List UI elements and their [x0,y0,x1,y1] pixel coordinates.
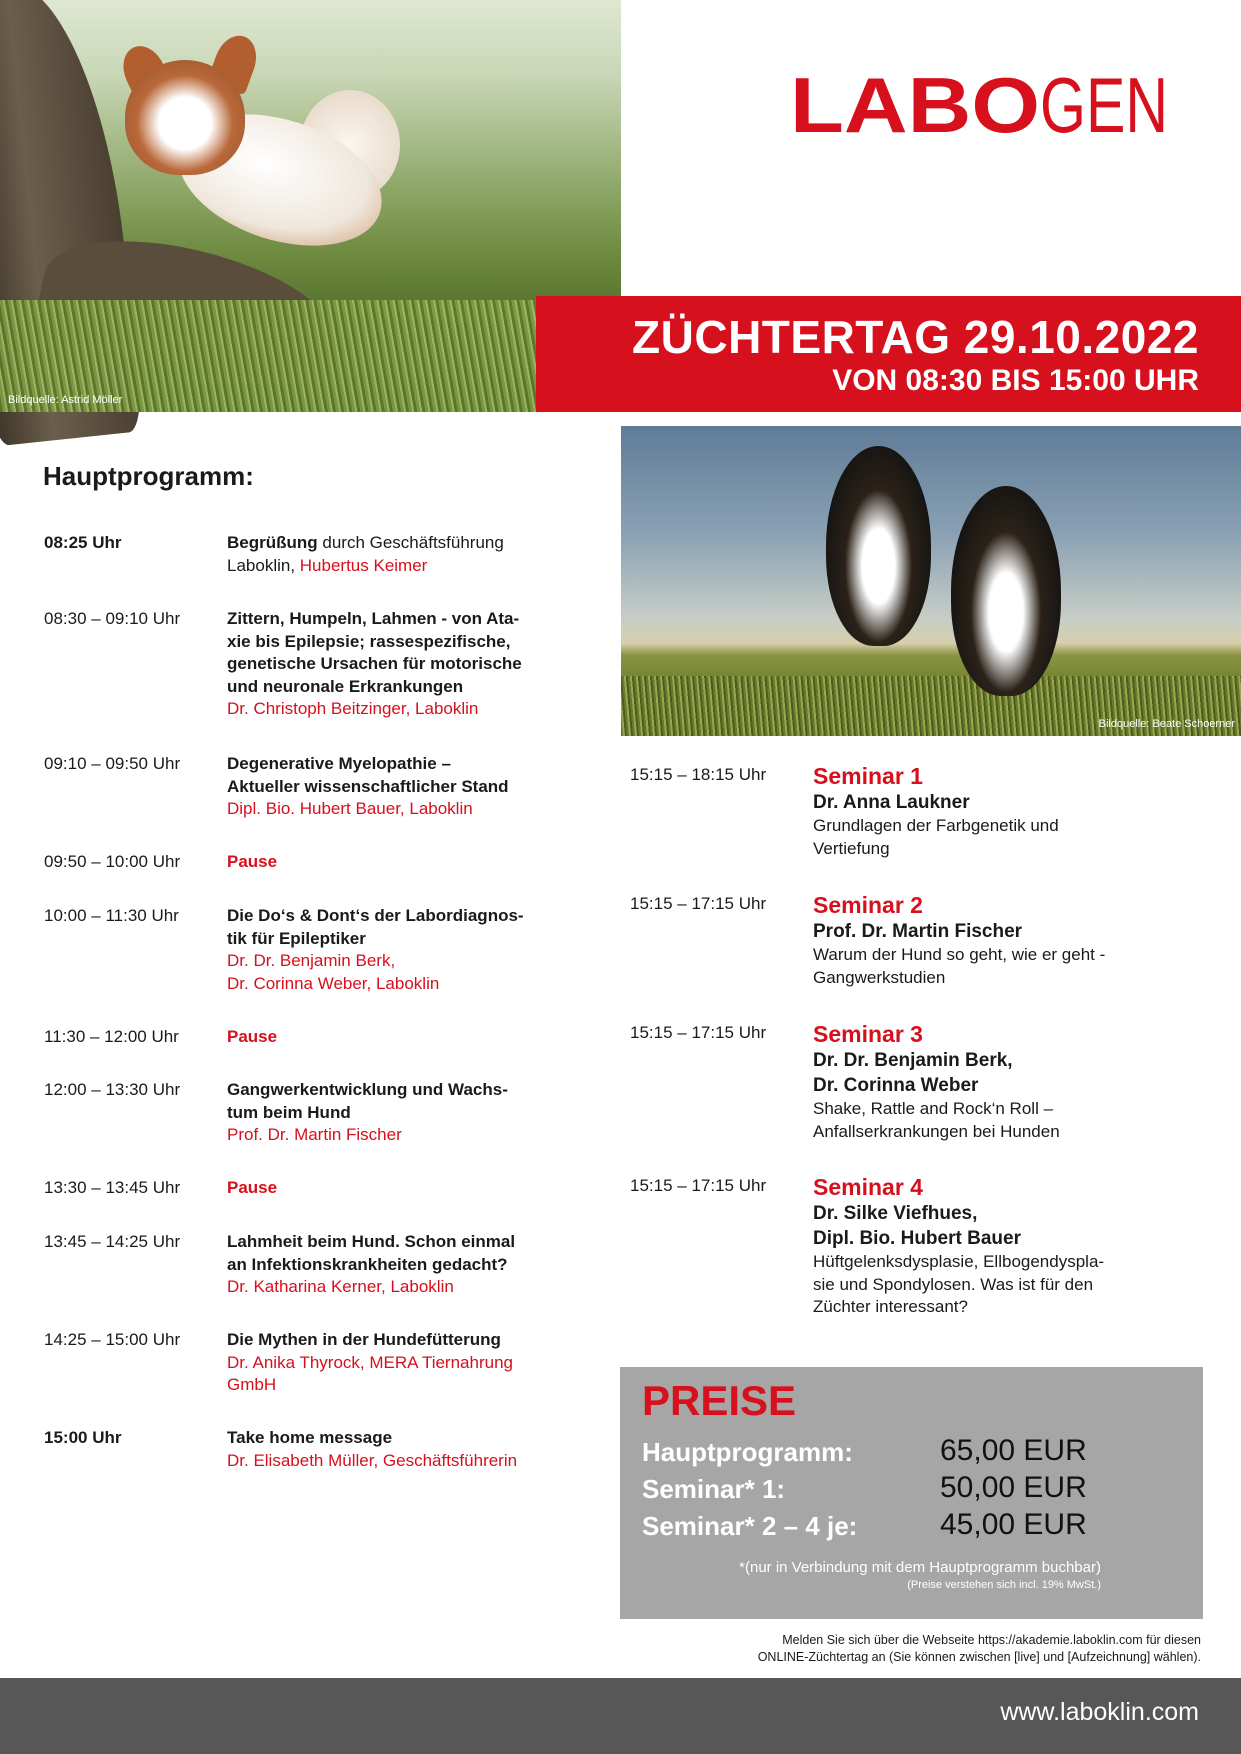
seminar-title: Seminar 3 [813,1021,923,1047]
prices-title: PREISE [642,1377,797,1424]
program-speaker: Hubertus Keimer [299,555,428,575]
seminar-title: Seminar 2 [813,892,923,918]
prices-note: *(nur in Verbindung mit dem Hauptprogramm buchbar) [739,1559,1101,1576]
seminar-desc: sie und Spondylosen. Was ist für den [813,1274,1094,1294]
program-speaker: Dr. Anika Thyrock, MERA Tiernahrung [227,1352,513,1372]
program-speaker: Prof. Dr. Martin Fischer [227,1125,402,1144]
photo-credit-mid: Bildquelle: Beate Schoerner [1098,718,1235,730]
pause-label: Pause [227,1178,278,1197]
program-time: 08:25 Uhr [44,533,122,552]
signup-line: ONLINE-Züchtertag an (Sie können zwischen [live] und [Aufzeichnung] wählen). [757,1650,1201,1664]
program-title-line: Zittern, Humpeln, Lahmen - von Ata- [227,609,520,628]
seminar-speaker: Dipl. Bio. Hubert Bauer [813,1228,1021,1249]
svg-text:GEN: GEN [1040,61,1168,149]
seminar-speaker: Dr. Silke Viefhues, [813,1203,978,1224]
seminar-desc: Shake, Rattle and Rock‘n Roll – [813,1099,1054,1118]
program-title-rest: durch Geschäftsführung [317,533,504,552]
program-time: 10:00 – 11:30 Uhr [44,906,179,925]
pause-label: Pause [227,1027,278,1046]
program-title-line: tik für Epileptiker [227,928,366,948]
program-title-line: tum beim Hund [227,1102,351,1122]
program-speaker: Dr. Dr. Benjamin Berk, [227,951,396,970]
price-label: Seminar* 2 – 4 je: [642,1511,858,1541]
seminar-speaker: Dr. Corinna Weber [813,1075,979,1096]
program-title-line: und neuronale Erkrankungen [227,676,464,696]
program-speaker: Dipl. Bio. Hubert Bauer, Laboklin [227,799,473,818]
seminar-desc: Gangwerkstudien [813,967,946,987]
seminar-desc: Hüftgelenksdysplasie, Ellbogendyspla- [813,1252,1105,1271]
seminar-time: 15:15 – 18:15 Uhr [630,765,767,784]
event-title: ZÜCHTERTAG 29.10.2022 [632,311,1199,363]
seminar-desc: Warum der Hund so geht, wie er geht - [813,945,1106,964]
seminar-time: 15:15 – 17:15 Uhr [630,1023,767,1042]
seminar-desc: Vertiefung [813,838,890,858]
price-value: 65,00 EUR [940,1434,1087,1467]
prices-vat-note: (Preise verstehen sich incl. 19% MwSt.) [907,1579,1101,1591]
program-title-line: Take home message [227,1428,393,1447]
labogen-logo [790,61,1170,149]
program-time: 14:25 – 15:00 Uhr [44,1330,181,1349]
photo-credit-top: Bildquelle: Astrid Möller [8,394,123,406]
program-title-line: xie bis Epilepsie; rassespezifische, [227,631,511,651]
program-time: 13:45 – 14:25 Uhr [44,1232,181,1251]
program-title-line: Die Do‘s & Dont‘s der Labordiagnos- [227,906,524,925]
price-label: Hauptprogramm: [642,1437,853,1467]
program-title-line: Lahmheit beim Hund. Schon einmal [227,1232,516,1251]
seminar-desc: Züchter interessant? [813,1297,968,1316]
program-time: 13:30 – 13:45 Uhr [44,1178,181,1197]
program-title-line: Degenerative Myelopathie – [227,754,451,773]
svg-text:LABO: LABO [790,61,1040,149]
program-speaker: Dr. Corinna Weber, Laboklin [227,973,440,993]
program-line: Laboklin, [227,555,300,575]
program-title-line: Gangwerkentwicklung und Wachs- [227,1080,508,1099]
seminar-desc: Anfallserkrankungen bei Hunden [813,1121,1060,1141]
program-time: 11:30 – 12:00 Uhr [44,1027,179,1046]
price-value: 50,00 EUR [940,1471,1087,1504]
program-speaker: Dr. Katharina Kerner, Laboklin [227,1277,454,1296]
seminar-desc: Grundlagen der Farbgenetik und [813,816,1059,835]
program-time: 09:50 – 10:00 Uhr [44,852,181,871]
program-speaker: Dr. Elisabeth Müller, Geschäftsführerin [227,1450,518,1470]
seminar-title: Seminar 4 [813,1174,923,1200]
program-title: Begrüßung [227,533,318,552]
program-time: 12:00 – 13:30 Uhr [44,1080,181,1099]
seminar-time: 15:15 – 17:15 Uhr [630,1176,767,1195]
signup-note [758,1632,1201,1666]
seminar-title: Seminar 1 [813,763,923,789]
event-banner [536,296,1241,412]
program-title-line: Die Mythen in der Hundefütterung [227,1330,501,1349]
footer-bar [0,1678,1241,1754]
program-time: 08:30 – 09:10 Uhr [44,609,181,628]
program-time: 09:10 – 09:50 Uhr [44,754,181,773]
program-title-line: genetische Ursachen für motorische [227,654,522,673]
collies-photo [621,426,1241,736]
price-value: 45,00 EUR [940,1508,1087,1541]
program-time: 15:00 Uhr [44,1428,122,1447]
prices-box [620,1367,1203,1619]
signup-line: Melden Sie sich über die Webseite https://akademie.laboklin.com für diesen [782,1633,1201,1647]
pause-label: Pause [227,852,278,871]
program-heading: Hauptprogramm: [43,461,254,491]
seminar-speaker: Dr. Anna Laukner [813,792,970,813]
program-title-line: an Infektionskrankheiten gedacht? [227,1254,508,1274]
program-title-line: Aktueller wissenschaftlicher Stand [227,776,509,796]
website-link[interactable]: www.laboklin.com [1000,1698,1199,1726]
seminar-speaker: Prof. Dr. Martin Fischer [813,921,1023,942]
seminar-time: 15:15 – 17:15 Uhr [630,894,767,913]
program-speaker: GmbH [227,1375,277,1394]
program-speaker: Dr. Christoph Beitzinger, Laboklin [227,699,479,718]
event-time: VON 08:30 BIS 15:00 UHR [832,364,1199,397]
seminar-speaker: Dr. Dr. Benjamin Berk, [813,1050,1013,1071]
jumping-dog-photo [0,0,621,412]
price-label: Seminar* 1: [642,1474,786,1504]
